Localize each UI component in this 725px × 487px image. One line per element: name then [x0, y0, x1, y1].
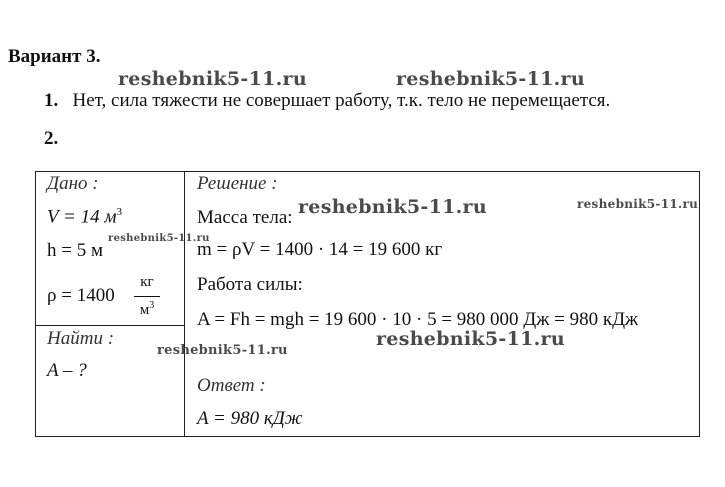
find-title: Найти : — [47, 328, 115, 349]
given-density: ρ = 1400 — [47, 285, 115, 306]
variant-heading: Вариант 3. — [8, 46, 101, 67]
watermark: reshebnik5-11.ru — [108, 233, 210, 244]
mass-label: Масса тела: — [197, 207, 293, 228]
find-value: A – ? — [47, 360, 87, 381]
question-1 — [44, 90, 610, 112]
work-formula: A = Fh = mgh = 19 600 · 10 · 5 = 980 000 Дж = 980 кДж — [197, 309, 639, 330]
watermark: reshebnik5-11.ru — [157, 343, 288, 358]
given-volume: V = 14 $м^3$ — [47, 206, 122, 228]
watermark: reshebnik5-11.ru — [376, 328, 565, 350]
watermark: reshebnik5-11.ru — [298, 196, 487, 218]
density-unit-denominator: $м^3$ — [139, 300, 155, 318]
work-label: Работа силы: — [197, 274, 303, 295]
question-number: 1. — [44, 90, 59, 111]
table-divider — [35, 325, 185, 326]
question-answer: Нет, сила тяжести не совершает работу, т.к. тело не перемещается. — [72, 90, 611, 111]
given-title: Дано : — [47, 173, 99, 194]
watermark: reshebnik5-11.ru — [396, 68, 585, 90]
density-unit-numerator: кг — [140, 274, 154, 290]
fraction-bar — [134, 296, 160, 297]
mass-formula: m = ρV = 1400 · 14 = 19 600 кг — [197, 239, 443, 260]
question-2-number: 2. — [44, 128, 59, 149]
answer-title: Ответ : — [197, 375, 266, 396]
table-divider — [184, 171, 185, 436]
watermark: reshebnik5-11.ru — [577, 197, 699, 211]
answer-value: A = 980 кДж — [197, 408, 303, 429]
given-height: h = 5 м — [47, 240, 103, 261]
solution-title: Решение : — [197, 173, 278, 194]
watermark: reshebnik5-11.ru — [118, 68, 307, 90]
